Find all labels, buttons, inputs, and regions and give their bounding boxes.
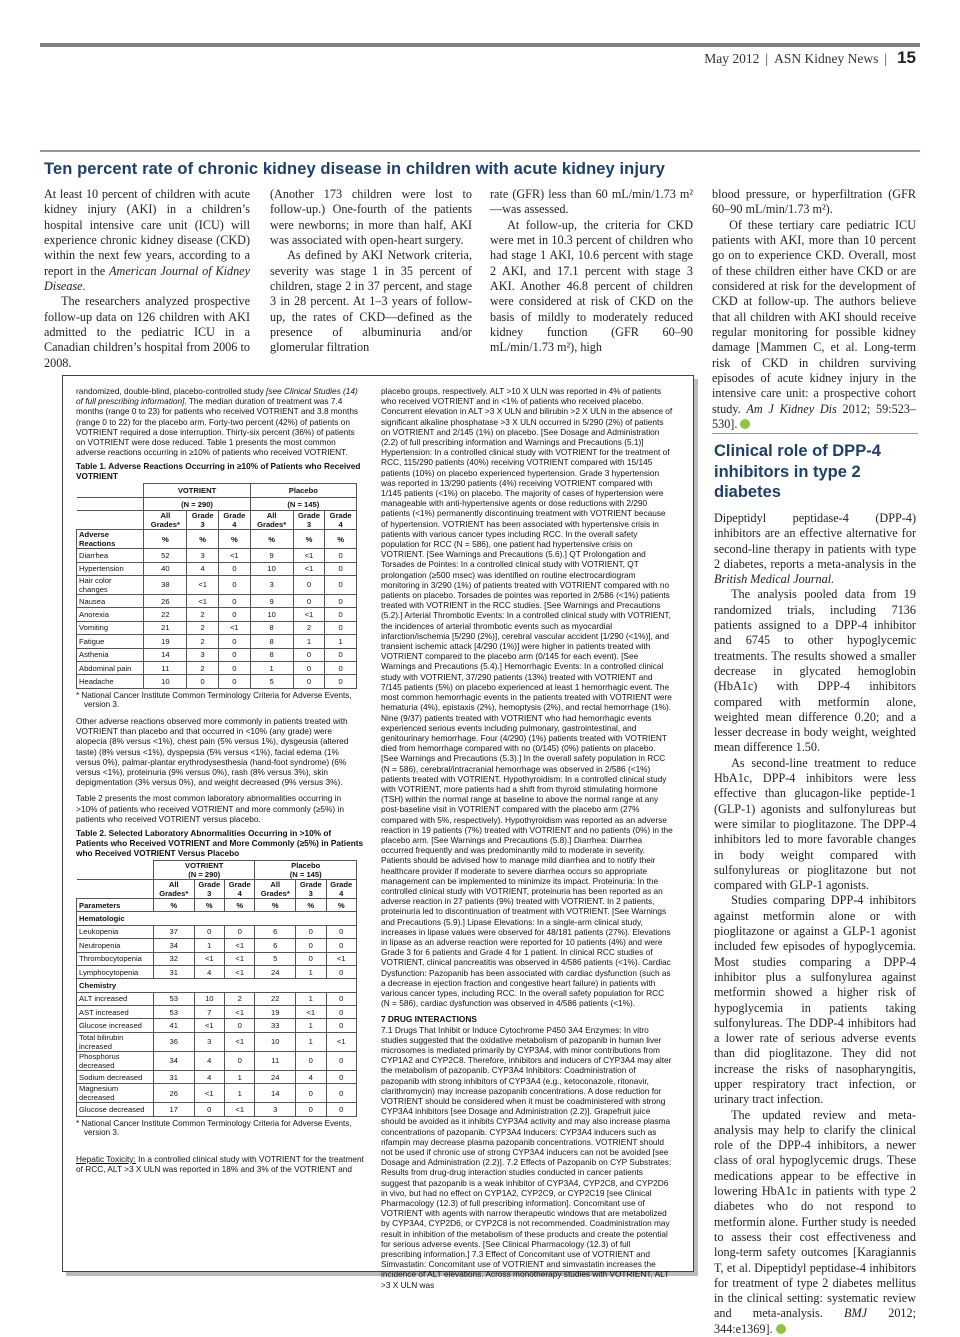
- table-cell: 3: [255, 1103, 296, 1116]
- article2-paragraph: As second-line treatment to reduce HbA1c, DPP-4 inhibitors were less effective than glucagon-like peptide-1 (GLP-1) agonists and sulfonylureas but were similar to pioglitazone. The DPP-4 inhibitors led to more favorable changes in body weight compared with sulfonylureas or pioglitazone but not compared with GLP-1 agonists.: [714, 755, 916, 893]
- table-cell: 37: [153, 925, 194, 938]
- table-cell: 0: [296, 925, 326, 938]
- table-cell: 10: [194, 992, 224, 1005]
- table-row: [77, 549, 357, 562]
- table-cell: 1: [325, 635, 357, 648]
- table-row: [77, 939, 357, 952]
- table-cell: 0: [219, 675, 251, 688]
- article2-paragraph: Studies comparing DPP-4 inhibitors against metformin alone or with pioglitazone or against a GLP-1 agonist included few episodes of hypoglycemia. Most studies comparing a DPP-4 inhibitor plus a sulfonylurea against metformin showed a higher risk of hypoglycemia in patients taking sulfonylureas. The DDP-4 inhibitors had a lower rate of serious adverse events than did pioglitazone. They did not increase the risks of nasopharyngitis, upper respiratory tract infection, or urinary tract infection.: [714, 893, 916, 1107]
- row-label: Phosphorus decreased: [77, 1051, 154, 1070]
- table-cell: [77, 879, 154, 898]
- table-row: [77, 635, 357, 648]
- table-cell: 0: [293, 648, 325, 661]
- end-of-article-icon: [740, 419, 750, 429]
- table-unit-cell: %: [144, 530, 187, 549]
- table-cell: 4: [296, 1070, 326, 1083]
- table-cell: <1: [225, 965, 255, 978]
- table-cell: 0: [326, 1019, 356, 1032]
- insert-paragraph: Other adverse reactions observed more commonly in patients treated with VOTRIENT than placebo and that occurred in <10% (any grade) were alopecia (8% versus <1%), chest pain (5% versus 1%), dysgeusia (altered taste) (8% versus <1%), dyspepsia (5% versus <1%), facial edema (1% versus 0%), palmar-plantar erythrodysesthesia (hand-foot syndrome) (6% versus <1%), proteinuria (9% versus 0%), rash (8% versus 3%), skin depigmentation (3% versus 0%), and weight decreased (9% versus 3%).: [76, 715, 349, 788]
- table-cell: 2: [187, 608, 219, 621]
- article-title-dpp4: Clinical role of DPP-4 inhibitors in type 2 diabetes: [714, 442, 881, 501]
- article1-column-1: [44, 187, 250, 371]
- table-row: [77, 594, 357, 607]
- table-cell: 0: [194, 925, 224, 938]
- table-row: [77, 965, 357, 978]
- table-cell: 0: [296, 1051, 326, 1070]
- insert-paragraph: Table 2 presents the most common laboratory abnormalities occurring in >10% of patients who received VOTRIENT and more commonly (≥5%) in patients who received VOTRIENT versus placebo.: [76, 793, 344, 824]
- table-cell: 2: [187, 621, 219, 634]
- table-cell: 0: [219, 648, 251, 661]
- table-cell: <1: [326, 1032, 356, 1051]
- row-label: Anorexia: [77, 608, 144, 621]
- table-cell: 11: [255, 1051, 296, 1070]
- article1-paragraph: rate (GFR) less than 60 mL/min/1.73 m²—was assessed.: [490, 187, 693, 217]
- table-row: [77, 575, 357, 594]
- table-cell: 4: [194, 1070, 224, 1083]
- table-subheader-cell: Grade 3: [187, 511, 219, 530]
- table-subheader-cell: All Grades*: [153, 879, 194, 898]
- table-unit-cell: %: [187, 530, 219, 549]
- table-cell: 2: [187, 635, 219, 648]
- table-unit-cell: %: [296, 898, 326, 911]
- table-label-cell: Adverse Reactions: [77, 530, 144, 549]
- table-unit-cell: %: [325, 530, 357, 549]
- table-section-label: Chemistry: [77, 979, 357, 992]
- table-cell: [77, 511, 144, 530]
- table1-group-votrient: VOTRIENT: [144, 484, 250, 497]
- table-cell: 0: [225, 925, 255, 938]
- article1-paragraph: blood pressure, or hyperfiltration (GFR 60–90 mL/min/1.73 m²).: [712, 187, 916, 217]
- table-cell: 22: [255, 992, 296, 1005]
- table-cell: 32: [153, 952, 194, 965]
- row-label: Neutropenia: [77, 939, 154, 952]
- table-cell: 53: [153, 992, 194, 1005]
- article1-paragraph: At follow-up, the criteria for CKD were met in 10.3 percent of children who had stage 1 AKI, 10.6 percent with stage 2 AKI, and 17.1 percent with stage 3 AKI. Another 46.8 percent of children were considered at risk of CKD on the basis of mildly to moderately reduced kidney function (GFR 60–90 mL/min/1.73 m²), high: [490, 217, 693, 355]
- table-cell: 36: [153, 1032, 194, 1051]
- row-label: Hair color changes: [77, 575, 144, 594]
- table-cell: 0: [293, 594, 325, 607]
- table-cell: 14: [255, 1084, 296, 1103]
- row-label: Abdominal pain: [77, 661, 144, 674]
- table-section-row: [77, 912, 357, 925]
- table-cell: <1: [219, 621, 251, 634]
- table-subheader-cell: Grade 4: [325, 511, 357, 530]
- table-row: [77, 1070, 357, 1083]
- article1-paragraph: (Another 173 children were lost to follow-up.) One-fourth of the patients were newborns; in more than half, AKI was associated with open-heart surgery.: [270, 187, 472, 248]
- table-subheader-cell: Grade 4: [326, 879, 356, 898]
- article1-column-2: [270, 187, 472, 356]
- table-row: [77, 562, 357, 575]
- table-subheader-cell: All Grades*: [250, 511, 293, 530]
- header-rule: [40, 43, 920, 47]
- table-row: [77, 1084, 357, 1103]
- table-cell: <1: [293, 608, 325, 621]
- table-cell: 0: [293, 575, 325, 594]
- table-cell: 2: [187, 661, 219, 674]
- table-unit-cell: %: [153, 898, 194, 911]
- row-label: Nausea: [77, 594, 144, 607]
- article1-column-4: [712, 187, 916, 433]
- article2-column: [714, 511, 916, 1337]
- table-cell: 0: [225, 1051, 255, 1070]
- table-subheader-cell: Grade 3: [194, 879, 224, 898]
- table-unit-cell: %: [255, 898, 296, 911]
- table-row: [77, 1051, 357, 1070]
- row-label: Fatigue: [77, 635, 144, 648]
- row-label: ALT increased: [77, 992, 154, 1005]
- article1-paragraph: At least 10 percent of children with acute kidney injury (AKI) in a children’s hospital intensive care unit (ICU) will experience chronic kidney disease (CKD) within the next few years, according to a report in the American Journal of Kidney Disease.: [44, 187, 250, 294]
- table-row: [77, 952, 357, 965]
- table-cell: 41: [153, 1019, 194, 1032]
- table-cell: 3: [250, 575, 293, 594]
- table-cell: <1: [219, 549, 251, 562]
- table-cell: 0: [326, 1070, 356, 1083]
- table-cell: 10: [144, 675, 187, 688]
- table-cell: 0: [325, 549, 357, 562]
- table-subheader-cell: Grade 4: [219, 511, 251, 530]
- table-cell: 1: [296, 965, 326, 978]
- table-unit-cell: %: [293, 530, 325, 549]
- table-cell: 10: [250, 562, 293, 575]
- table2-title: Table 2. Selected Laboratory Abnormalities Occurring in >10% of Patients who Received VOTRIENT and More Commonly (≥5%) in Patients who Received VOTRIENT Versus Placebo: [76, 827, 364, 858]
- table-cell: 0: [187, 675, 219, 688]
- table-cell: <1: [225, 1032, 255, 1051]
- table-cell: 0: [326, 1006, 356, 1019]
- table-cell: <1: [187, 594, 219, 607]
- table-unit-cell: %: [250, 530, 293, 549]
- table-section-label: Hematologic: [77, 912, 357, 925]
- table-cell: 6: [255, 939, 296, 952]
- table-row: [77, 925, 357, 938]
- table-cell: 24: [255, 1070, 296, 1083]
- table-cell: 19: [144, 635, 187, 648]
- table-cell: 0: [326, 1103, 356, 1116]
- table-subheader-cell: Grade 3: [293, 511, 325, 530]
- table-cell: 0: [225, 1019, 255, 1032]
- table-cell: 0: [219, 635, 251, 648]
- row-label: Thrombocytopenia: [77, 952, 154, 965]
- table-subheader-cell: Grade 3: [296, 879, 326, 898]
- table-cell: 6: [255, 925, 296, 938]
- article1-paragraph: The researchers analyzed prospective follow-up data on 126 children with AKI admitted to the pediatric ICU in a Canadian children’s hospital from 2006 to 2008.: [44, 294, 250, 370]
- table-cell: 0: [194, 1103, 224, 1116]
- table-row: [77, 1006, 357, 1019]
- article-title-ckd: Ten percent rate of chronic kidney disease in children with acute kidney injury: [44, 160, 666, 178]
- row-label: Glucose increased: [77, 1019, 154, 1032]
- table-cell: 0: [326, 1084, 356, 1103]
- article1-column-3: [490, 187, 693, 356]
- table-row: [77, 992, 357, 1005]
- table-cell: 0: [219, 562, 251, 575]
- table-cell: 0: [296, 952, 326, 965]
- table-cell: 1: [296, 1019, 326, 1032]
- table-cell: 40: [144, 562, 187, 575]
- table-unit-cell: %: [225, 898, 255, 911]
- table1-title: Table 1. Adverse Reactions Occurring in ≥10% of Patients who Received VOTRIENT: [76, 461, 361, 482]
- table-cell: 0: [326, 992, 356, 1005]
- table-row: [77, 621, 357, 634]
- table-cell: 38: [144, 575, 187, 594]
- table2-lab-abnormalities: VOTRIENT (N = 290) Placebo (N = 145) All Grades* Grade 3 Grade 4 All Grades* Grade 3 Grade 4 Parameters % % % % % % Hematologic Leukopenia 37 0 0 6 0 0 Neutropenia 34 1 <1 6 0 0 Thrombocytopenia 32 <1 <1 5 0 <1 Lymphocytopenia 31 4 <1 24 1 0 Chemistry ALT increased 53 10 2 22 1 0 AST increased 53 7 <1 19 <1 0 Glucose increased 41 <1 0 33 1 0 Total bilirubin increased 36 3 <1 10 1 <1 Phosphorus decreased 34 4 0 11 0 0 Sodium decreased 31 4 1 24 4 0 Magnesium decreased 26 <1 1 14 0 0 Glucose decreased 17 0 <1 3 0 0: [76, 860, 357, 1117]
- table-cell: 4: [194, 1051, 224, 1070]
- table-cell: <1: [194, 1019, 224, 1032]
- row-label: Lymphocytopenia: [77, 965, 154, 978]
- table-cell: 10: [250, 608, 293, 621]
- hepatic-toxicity-paragraph: Hepatic Toxicity: In a controlled clinical study with VOTRIENT for the treatment of RCC, ALT >3 X ULN was reported in 18% and 3% of the VOTRIENT and: [76, 1153, 364, 1175]
- end-of-article-icon: [776, 1324, 786, 1334]
- row-label: Leukopenia: [77, 925, 154, 938]
- insert-column-left: [76, 386, 364, 1174]
- table-cell: 9: [250, 594, 293, 607]
- drug-interactions-heading: 7 DRUG INTERACTIONS: [381, 1014, 477, 1025]
- insert-column-right: [381, 386, 673, 1290]
- table-cell: 0: [326, 939, 356, 952]
- table-cell: 2: [225, 992, 255, 1005]
- table-cell: 19: [255, 1006, 296, 1019]
- table-cell: 3: [187, 648, 219, 661]
- drug-interactions-text: 7.1 Drugs That Inhibit or Induce Cytochrome P450 3A4 Enzymes: In vitro studies suggested that the oxidative metabolism of pazopanib in human liver microsomes is mediated primarily by CYP3A4, with minor contributions from CYP1A2 and CYP2C8. Therefore, inhibitors and inducers of CYP3A4 may alter the metabolism of pazopanib. CYP3A4 Inhibitors: Coadministration of pazopanib with strong inhibitors of CYP3A4 (e.g., ketoconazole, ritonavir, clarithromycin) may increase pazopanib concentrations. A dose reduction for VOTRIENT should be considered when it must be coadministered with strong CYP3A4 inhibitors [see Dosage and Administration (2.2)]. Grapefruit juice should be avoided as it inhibits CYP3A4 activity and may also increase plasma concentrations of pazopanib. CYP3A4 Inducers: CYP3A4 inducers such as rifampin may decrease plasma pazopanib concentrations. VOTRIENT should not be used if chronic use of strong CYP3A4 inducers can not be avoided [see Dosage and Administration (2.2)]. 7.2 Effects of Pazopanib on CYP Substrates: Results from drug-drug interaction studies conducted in cancer patients suggest that pazopanib is a weak inhibitor of CYP3A4, CYP2C8, and CYP2D6 in vivo, but had no effect on CYP1A2, CYP2C9, or CYP2C19 [see Clinical Pharmacology (12.3) of full prescribing information]. Concomitant use of VOTRIENT with agents with narrow therapeutic windows that are metabolized by CYP3A4, CYP2D6, or CYP2C8 is not recommended. Coadministration may result in inhibition of the metabolism of these products and create the potential for serious adverse events. [See Clinical Pharmacology (12.3) of full prescribing information.] 7.3 Effect of Concomitant use of VOTRIENT and Simvastatin: Concomitant use of VOTRIENT and simvastatin increases the incidence of ALT elevations. Across monotherapy studies with VOTRIENT, ALT >3 X ULN was: [381, 1024, 672, 1290]
- table-cell: 0: [326, 1051, 356, 1070]
- row-label: Sodium decreased: [77, 1070, 154, 1083]
- table-subheader-cell: All Grades*: [144, 511, 187, 530]
- table-cell: 9: [250, 549, 293, 562]
- table2-subheader: [77, 879, 357, 898]
- table-cell: <1: [225, 1006, 255, 1019]
- table-cell: 8: [250, 621, 293, 634]
- table-subheader-cell: All Grades*: [255, 879, 296, 898]
- table-cell: 0: [325, 594, 357, 607]
- table-cell: 7: [194, 1006, 224, 1019]
- table-cell: 0: [326, 925, 356, 938]
- table-cell: 31: [153, 1070, 194, 1083]
- table1-footnote: * National Cancer Institute Common Terminology Criteria for Adverse Events, version 3.: [76, 690, 352, 710]
- table-cell: 2: [293, 621, 325, 634]
- article1-paragraph: Of these tertiary care pediatric ICU patients with AKI, more than 10 percent go on to experience CKD. Overall, most of these children either have CKD or are considered at risk for the development of CKD at follow-up. The authors believe that all children with AKI should receive regular monitoring for possible kidney damage [Mammen C, et al. Long-term risk of CKD in children surviving episodes of acute kidney injury in the intensive care unit: a prospective cohort study. Am J Kidney Dis 2012; 59:523–530].: [712, 217, 916, 432]
- section-rule: [40, 150, 920, 152]
- table-cell: 0: [296, 1103, 326, 1116]
- table-cell: 0: [293, 675, 325, 688]
- table-cell: 11: [144, 661, 187, 674]
- table-cell: 4: [194, 965, 224, 978]
- table-cell: 0: [219, 608, 251, 621]
- table-cell: 8: [250, 648, 293, 661]
- table-cell: 0: [219, 575, 251, 594]
- table1-subheader: [77, 511, 357, 530]
- row-label: Magnesium decreased: [77, 1084, 154, 1103]
- table-cell: <1: [326, 952, 356, 965]
- table-row: [77, 648, 357, 661]
- table-row: [77, 1103, 357, 1116]
- table-cell: 0: [219, 594, 251, 607]
- table-row: [77, 608, 357, 621]
- table-cell: 1: [296, 1032, 326, 1051]
- table-cell: <1: [225, 952, 255, 965]
- page-header: May 2012 | ASN Kidney News | 15: [704, 48, 916, 67]
- table-cell: 10: [255, 1032, 296, 1051]
- table-subheader-cell: Grade 4: [225, 879, 255, 898]
- table-cell: 0: [325, 562, 357, 575]
- table2-footnote: * National Cancer Institute Common Terminology Criteria for Adverse Events, version 3.: [76, 1118, 352, 1138]
- table-cell: <1: [225, 939, 255, 952]
- table-cell: 0: [325, 575, 357, 594]
- article2-paragraph: The analysis pooled data from 19 randomized trials, including 7136 patients assigned to a DPP-4 inhibitor and 6745 to other hypoglycemic treatments. The results showed a smaller decrease in glycated hemoglobin (HbA1c) with DPP-4 inhibitors compared with metformin alone, weighted mean difference 0.20; and a lesser decrease in body weight, weighted mean difference 1.50.: [714, 587, 916, 755]
- table-cell: 21: [144, 621, 187, 634]
- row-label: Asthenia: [77, 648, 144, 661]
- table-cell: 0: [219, 661, 251, 674]
- table-cell: <1: [187, 575, 219, 594]
- table-cell: 26: [153, 1084, 194, 1103]
- table-cell: <1: [225, 1103, 255, 1116]
- table-cell: 53: [153, 1006, 194, 1019]
- insert-intro: randomized, double-blind, placebo-controlled study [see Clinical Studies (14) of full prescribing information]. The median duration of treatment was 7.4 months (range 0 to 23) for patients who received VOTRIENT and 3.8 months (range 0 to 22) for the placebo arm. Forty-two percent (42%) of patients on VOTRIENT required a dose interruption. Thirty-six percent (36%) of patients on VOTRIENT were dose reduced. Table 1 presents the most common adverse reactions occurring in ≥10% of patients who received VOTRIENT.: [76, 386, 359, 458]
- table-row: [77, 661, 357, 674]
- table-cell: 0: [296, 939, 326, 952]
- table-cell: 22: [144, 608, 187, 621]
- table-cell: 3: [194, 1032, 224, 1051]
- table-label-cell: Parameters: [77, 898, 154, 911]
- row-label: AST increased: [77, 1006, 154, 1019]
- table-cell: 0: [325, 661, 357, 674]
- table2-unit-row: [77, 898, 357, 911]
- table-cell: 0: [325, 648, 357, 661]
- table-cell: 26: [144, 594, 187, 607]
- table-cell: 34: [153, 939, 194, 952]
- table-cell: 0: [325, 608, 357, 621]
- table-cell: 52: [144, 549, 187, 562]
- table-cell: 4: [187, 562, 219, 575]
- table-cell: 5: [250, 675, 293, 688]
- page-number: 15: [897, 48, 916, 67]
- insert-warnings-text: placebo groups, respectively. ALT >10 X ULN was reported in 4% of patients who received VOTRIENT and in <1% of patients who received placebo. Concurrent elevation in ALT >3 X ULN and bilirubin >2 X ULN in the absence of significant alkaline phosphatase >3 X ULN occurred in 5/290 (2%) of patients on VOTRIENT and 2/145 (1%) on placebo. [See Dosage and Administration (2.2) of full prescribing information and Warnings and Precautions (5.1)] Hypertension: In a controlled clinical study with VOTRIENT for the treatment of RCC, 115/290 patients (40%) receiving VOTRIENT compared with 15/145 patients (10%) on placebo experienced hypertension. Grade 3 hypertension was reported in 13/290 patients (4%) receiving VOTRIENT compared with 1/145 patients (<1%) on placebo. The majority of cases of hypertension were manageable with anti-hypertensive agents or dose reductions with 2/290 patients (<1%) permanently discontinuing treatment with VOTRIENT because of hypertension. VOTRIENT has been associated with hypertensive crisis in patients with various cancer types including RCC. In the overall safety population for RCC (N = 586), one patient had hypertensive crisis on VOTRIENT. [See Warnings and Precautions (5.6).] QT Prolongation and Torsades de Pointes: In a controlled clinical study with VOTRIENT, QT prolongation (≥500 msec) was identified on routine electrocardiogram monitoring in 3/290 (1%) of patients treated with VOTRIENT compared with no patients on placebo. Torsades de pointes was reported in 2/586 (<1%) patients treated with VOTRIENT in the RCC studies. [See Warnings and Precautions (5.2).] Arterial Thrombotic Events: In a controlled clinical study with VOTRIENT, the incidences of arterial thrombotic events such as myocardial infarction/ischemia [5/290 (2%)], cerebral vascular accident [1/290 (<1%)], and transient ischemic attack [4/290 (1%)] were higher in patients treated with VOTRIENT compared to the placebo arm (0/145 for each event). [See Warnings and Precautions (5.4).] Hemorrhagic Events: In a controlled clinical study with VOTRIENT, 37/290 patients (13%) treated with VOTRIENT and 7/145 patients (5%) on placebo experienced at least 1 hemorrhagic event. The most common hemorrhagic events in the patients treated with VOTRIENT were hematuria (4%), epistaxis (2%), hemoptysis (2%), and rectal hemorrhage (1%). Nine (9/37) patients treated with VOTRIENT who had hemorrhagic events experienced serious events including pulmonary, gastrointestinal, and genitourinary hemorrhage. Four (4/290) (1%) patients treated with VOTRIENT died from hemorrhage compared with no (0/145) (0%) patients on placebo. [See Warnings and Precautions (5.3).] In the overall safety population in RCC (N = 586), cerebral/intracranial hemorrhage was observed in 2/586 (<1%) patients treated with VOTRIENT. Hypothyroidism: In a controlled clinical study with VOTRIENT, more patients had a shift from thyroid stimulating hormone (TSH) within the normal range at baseline to above the normal range at any post-baseline visit in VOTRIENT compared with the placebo arm (27% compared with 5%, respectively). Hypothyroidism was reported as an adverse reaction in 19 patients (7%) treated with VOTRIENT and no patients (0%) in the placebo arm. [See Warnings and Precautions (5.8).] Diarrhea: Diarrhea occurred frequently and was predominantly mild to moderate in severity. Patients should be advised how to manage mild diarrhea and to notify their healthcare provider if moderate to severe diarrhea occurs so appropriate management can be implemented to minimize its impact. Proteinuria: In the controlled clinical study with VOTRIENT, proteinuria has been reported as an adverse reaction in 27 patients (9%) treated with VOTRIENT. In 2 patients, proteinuria led to discontinuation of treatment with VOTRIENT. [See Warnings and Precautions (5.9).] Lipase Elevations: In a single-arm clinical study, increases in lipase values were observed for 48/181 patients (27%). Elevations in lipase as an adverse reaction were reported for 10 patients (4%) and were Grade 3 for 6 patients and Grade 4 for 1 patient. In clinical RCC studies of VOTRIENT, clinical pancreatitis was observed in 4/586 patients (<1%). Cardiac Dysfunction: Pazopanib has been associated with cardiac dysfunction (such as a decrease in ejection fraction and congestive heart failure) in patients with various cancer types, including RCC. In the overall safety population for RCC (N = 586), cardiac dysfunction was observed in 4/586 patients (<1%).: [381, 386, 673, 1009]
- publication-name: ASN Kidney News: [774, 51, 879, 66]
- table-row: [77, 675, 357, 688]
- row-label: Diarrhea: [77, 549, 144, 562]
- table-section-row: [77, 979, 357, 992]
- table1-unit-row: [77, 530, 357, 549]
- row-label: Vomiting: [77, 621, 144, 634]
- table1-group-placebo: Placebo: [250, 484, 356, 497]
- table-cell: 1: [293, 635, 325, 648]
- table-cell: 1: [225, 1084, 255, 1103]
- article1-paragraph: As defined by AKI Network criteria, severity was stage 1 in 35 percent of children, stage 2 in 37 percent, and stage 3 in 28 percent. At 1–3 years of follow-up, the rates of CKD—defined as the presence of albuminuria and/or glomerular filtration: [270, 248, 472, 355]
- table-cell: <1: [293, 549, 325, 562]
- table-cell: 1: [194, 939, 224, 952]
- row-label: Headache: [77, 675, 144, 688]
- table-unit-cell: %: [219, 530, 251, 549]
- table-cell: 0: [293, 661, 325, 674]
- table-unit-cell: %: [194, 898, 224, 911]
- table-cell: 0: [325, 621, 357, 634]
- table2-body: [77, 912, 357, 1116]
- table-cell: 34: [153, 1051, 194, 1070]
- table-cell: 5: [255, 952, 296, 965]
- table-cell: 0: [326, 965, 356, 978]
- table-cell: 3: [187, 549, 219, 562]
- table-cell: <1: [194, 952, 224, 965]
- table-cell: <1: [296, 1006, 326, 1019]
- article2-paragraph: Dipeptidyl peptidase-4 (DPP-4) inhibitors are an effective alternative for second-line therapy in patients with type 2 diabetes, reports a meta-analysis in the British Medical Journal.: [714, 511, 916, 587]
- table-cell: 17: [153, 1103, 194, 1116]
- table1-body: [77, 549, 357, 689]
- table-cell: 31: [153, 965, 194, 978]
- article2-paragraph: The updated review and meta-analysis may help to clarify the clinical role of the DPP-4 inhibitors, a newer class of oral hypoglycemic drugs. These medications appear to be effective in lowering HbA1c in patients with type 2 diabetes who do not respond to metformin alone. Further study is needed to assess their cost effectiveness and long-term safety outcomes [Karagiannis T, et al. Dipeptidyl peptidase-4 inhibitors for treatment of type 2 diabetes mellitus in the clinical setting: systematic review and meta-analysis. BMJ 2012; 344:e1369].: [714, 1107, 916, 1336]
- row-label: Total bilirubin increased: [77, 1032, 154, 1051]
- table1-adverse-reactions: VOTRIENT Placebo (N = 290) (N = 145) All Grades* Grade 3 Grade 4 All Grades* Grade 3 Grade 4 Adverse Reactions % % % % % % Diarrhea 52 3 <1 9 <1 0 Hypertension 40 4 0 10 <1 0 Hair color changes 38 <1 0 3 0 0 Nausea 26 <1 0 9 0 0 Anorexia 22 2 0 10 <1 0 Vomiting 21 2 <1 8 2 0 Fatigue 19 2 0 8 1 1 Asthenia 14 3 0 8 0 0 Abdominal pain 11 2 0 1 0 0 Headache 10 0 0 5 0 0: [76, 483, 357, 688]
- table-cell: 0: [296, 1084, 326, 1103]
- table-row: [77, 1032, 357, 1051]
- column-divider: [712, 433, 918, 434]
- table-cell: 1: [250, 661, 293, 674]
- table-cell: 1: [296, 992, 326, 1005]
- table-cell: 14: [144, 648, 187, 661]
- table-unit-cell: %: [326, 898, 356, 911]
- table-cell: <1: [194, 1084, 224, 1103]
- table-cell: 1: [225, 1070, 255, 1083]
- table-cell: <1: [293, 562, 325, 575]
- table-cell: 33: [255, 1019, 296, 1032]
- table-cell: 8: [250, 635, 293, 648]
- table-cell: 24: [255, 965, 296, 978]
- row-label: Hypertension: [77, 562, 144, 575]
- table-row: [77, 1019, 357, 1032]
- row-label: Glucose decreased: [77, 1103, 154, 1116]
- issue-date: May 2012: [704, 51, 760, 66]
- table-cell: 0: [325, 675, 357, 688]
